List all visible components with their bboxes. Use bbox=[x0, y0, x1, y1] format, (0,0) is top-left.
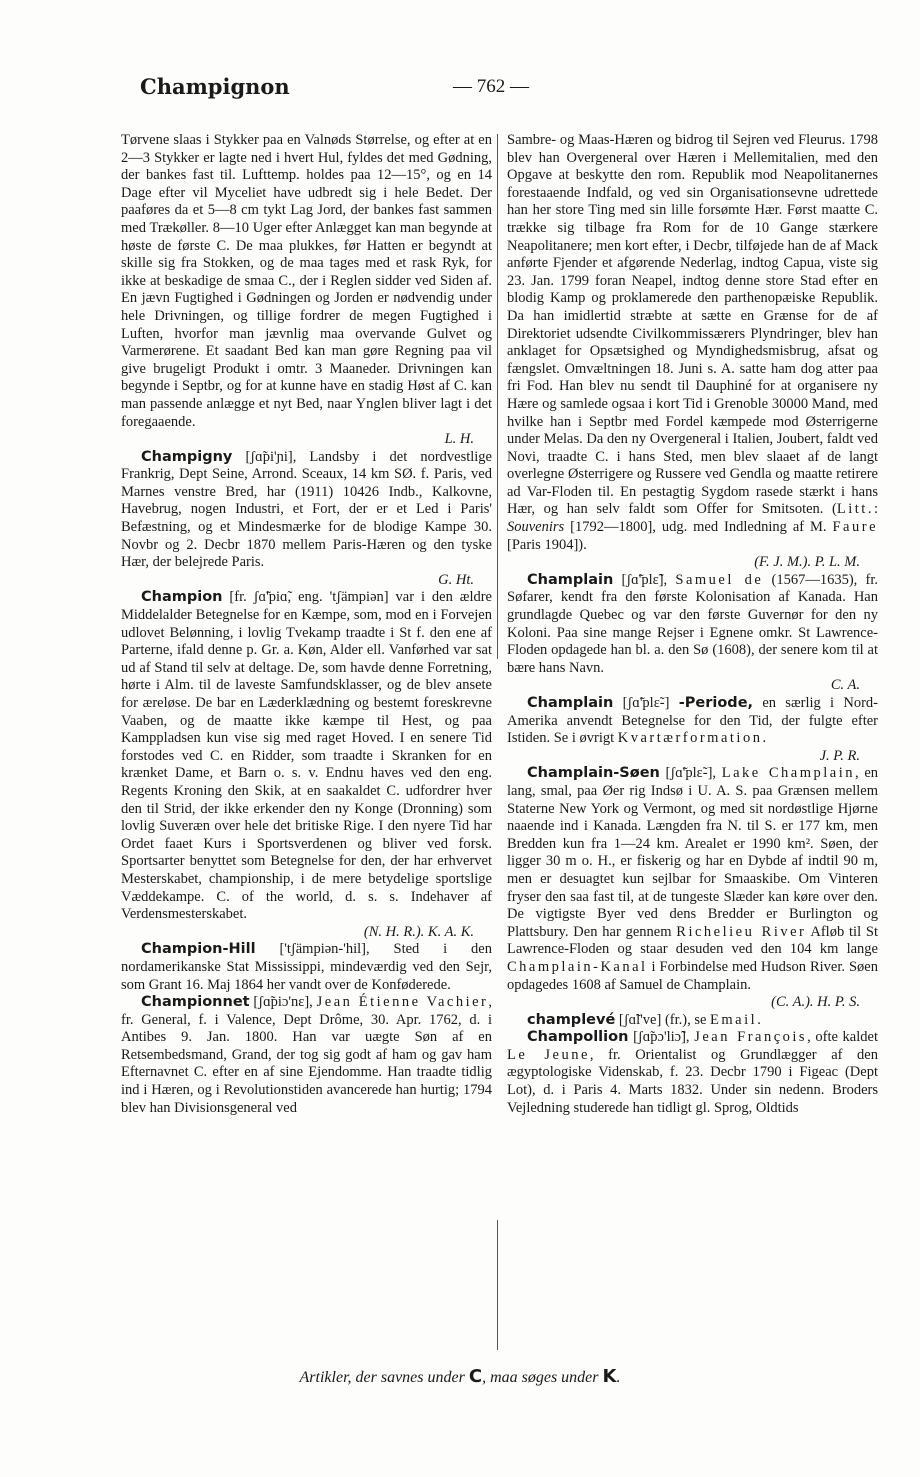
entry-champigny: Champigny [ʃɑ̃pi'ɲi], Landsby i det nordvestlige Frankrig, Dept Seine, Arrond. Sceaux, 14 km SØ. f. Paris, ved Marnes venstre Bred, har (1911) 10426 Indb., Kalkovne, Havebrug, nogen Industri, et Fort, der er et Led i Paris' Befæstning, og et Mindesmærke for de blodige Kampe 30. Novbr og 2. Decbr 1870 mellem Paris-Hæren og den tyske Hær, der belejrede Paris. G. Ht. bbox=[121, 448, 492, 588]
running-header bbox=[140, 74, 885, 104]
entry-headword: Champion-Hill bbox=[141, 941, 256, 958]
entry-championnet: Championnet [ʃɑ̃piɔ'nɛ], Jean Étienne Vachier, fr. General, f. i Valence, Dept Drôme, 30. Apr. 1762, d. i Antibes 9. Jan. 1800. Han var uægte Søn af en Retsembedsmand, Grand, der tog sig godt af ham og gav ham Efternavnet C. efter en af sine Ejendomme. Han traadte tidlig ind i Hæren, og i Revolutionstiden avancerede han hurtig; 1794 blev han Divisionsgeneral ved bbox=[121, 994, 492, 1116]
footer-letter-k: K bbox=[602, 1366, 617, 1387]
entry-headword: Champlain-Søen bbox=[527, 765, 660, 782]
right-column bbox=[507, 132, 878, 1117]
signature: G. Ht. bbox=[438, 571, 474, 588]
entry-champleve: champlevé [ʃɑ̃l've] (fr.), se Email. bbox=[527, 1011, 761, 1028]
entry-champollion: Champollion [ʃɑ̃pɔ'liɔ̃], Jean François, ofte kaldet Le Jeune, fr. Orientalist og Grundlægger af den ægyptologiske Videnskab, f. 23. Decbr 1790 i Figeac (Dept Lot), d. i Paris 4. Marts 1832. Under sin nedenn. Broders Vejledning studerede han tidligt gl. Sprog, Oldtids bbox=[507, 1029, 878, 1116]
footer-letter-c: C bbox=[468, 1366, 483, 1387]
spaced-name: Jean Étienne Vachier bbox=[316, 994, 489, 1011]
entry-champignon-continued: Tørvene slaas i Stykker paa en Valnøds Størrelse, og efter at en 2—3 Stykker er lagte ned i hvert Hul, fyldes det med Gødning, der bankes fast til. Lufttemp. holdes paa 12—15°, og en 14 Dage efter vil Myceliet have udbredt sig i hele Bedet. Der paaføres da et 5—8 cm tykt Lag Jord, der bankes fast sammen med Trækøller. 8—10 Uger efter Anlægget kan man begynde at høste de første C. De maa plukkes, før Hatten er begyndt at skille sig fra Stokken, og de maa tages med et rask Ryk, for ikke at beskadige de smaa C., der i Reglen sidder ved Siden af. En jævn Fugtighed i Gødningen og Jorden er nødvendig under hele Drivningen, og tillige fordrer de megen Fugtighed i Luften, hvorfor man jævnlig maa overvande Gulvet og Varmerørene. Et saadant Bed kan man gøre Regning paa vil give brugeligt Produkt i omtr. 3 Maaneder. Drivningen kan begynde i Septbr, og for at kunne have en stadig Høst af C. kan man passende anlægge et nyt Bed, naar Ynglen bliver lagt i det foregaaende. L. H. bbox=[121, 132, 492, 448]
signature: (C. A.). H. P. S. bbox=[771, 994, 860, 1011]
entry-headword: Champollion bbox=[527, 1029, 629, 1046]
spaced-name: Lake Champlain bbox=[721, 765, 856, 782]
entry-headword: Champigny bbox=[141, 448, 233, 465]
header-headword: Champignon bbox=[140, 74, 290, 99]
cross-reference: Email bbox=[710, 1011, 758, 1028]
page-number: — 762 — bbox=[453, 76, 529, 97]
page-footer-note: Artikler, der savnes under C, maa søges under K. bbox=[299, 1366, 621, 1387]
pronunciation: ['tʃämpiən-'hil], bbox=[255, 941, 394, 958]
pronunciation: [fr. ʃɑ̃'piɑ̃, eng. 'tʃämpiən] bbox=[222, 589, 396, 606]
pronunciation: [ʃɑ̃piɔ'nɛ], bbox=[249, 994, 317, 1011]
literature-label: Litt. bbox=[836, 501, 874, 518]
cross-reference: Kvartærformation bbox=[617, 730, 763, 747]
signature: (N. H. R.). K. A. K. bbox=[363, 923, 474, 940]
pronunciation: [ʃɑ̃'plɛ̃-], bbox=[659, 765, 722, 782]
literature-title: Souvenirs bbox=[507, 519, 565, 536]
spaced-name: Jean François bbox=[694, 1029, 808, 1046]
entry-headword: champlevé bbox=[527, 1011, 616, 1028]
spaced-name: Richelieu River bbox=[676, 923, 807, 940]
entry-champion-hill: Champion-Hill ['tʃämpiən-'hil], Sted i den nordamerikanske Stat Mississippi, mindeværdig ved den Sejr, som Grant 16. Maj 1864 her vandt over de Konføderede. bbox=[121, 941, 492, 993]
pronunciation: [ʃɑ̃l've] bbox=[615, 1011, 665, 1028]
entry-headword: Champion bbox=[141, 589, 223, 606]
column-divider-lower bbox=[497, 1220, 498, 1350]
signature: L. H. bbox=[444, 431, 474, 448]
entry-champlain-soen: Champlain-Søen [ʃɑ̃'plɛ̃-], Lake Champlain, en lang, smal, paa Øer rig Indsø i U. A. S. paa Grænsen mellem Staterne New York og Vermont, og med sit nordøstlige Hjørne naaende ind i Kanada. Længden fra N. til S. er 177 km, men Bredden kun fra 1—24 km. Arealet er 1990 km². Søen, der ligger 30 m o. H., er fiskerig og har en Dybde af indtil 90 m, men er desuagtet kun sejlbar for Smaaskibe. Om Vinteren fryser den saa fast til, at de tungeste Slæder kan køre over den. De vigtigste Byer ved dens Bredder er Burlington og Plattsbury. Den har gennem Richelieu River Afløb til St Lawrence-Floden og staar desuden ved den 104 km lange Champlain-Kanal i Forbindelse med Hudson River. Søen opdagedes 1608 af Samuel de Champlain. (C. A.). H. P. S. bbox=[507, 765, 878, 1011]
signature: (F. J. M.). P. L. M. bbox=[754, 554, 860, 571]
spaced-name: Samuel de bbox=[675, 571, 764, 588]
pronunciation: [ʃɑ̃pɔ'liɔ̃], bbox=[628, 1029, 695, 1046]
entry-championnet-continued: Sambre- og Maas-Hæren og bidrog til Sejren ved Fleurus. 1798 blev han Overgeneral over Hæren i Mellemitalien, med den Opgave at beskytte den rom. Republik mod Neapolitanernes forestaaende Indfald, og ved sin Organisationsevne udrettede han her store Ting med sin lille forsømte Hær. Først maatte C. trække sig tilbage fra Rom for de 10 Gange stærkere Neapolitanere; men kort efter, i Decbr, tilføjede han de af Mack anførte Fjender et afgørende Nederlag, indtog Capua, viste sig 23. Jan. 1799 foran Neapel, indtog denne store Stad efter en blodig Kamp og proklamerede den parthenopæiske Republik. Da han imidlertid stræbte at sætte en Grænse for de af Direktoriet udsendte Civilkommissærers Plyndringer, blev han anklaget for Opsætsighed og Myndighedsmisbrug, afsat og fængslet. Omvæltningen 18. Juni s. A. satte ham dog atter paa fri Fod. Han blev nu sendt til Dauphiné for at organisere ny Hære og samlede ogsaa i kort Tid i Grenoble 30000 Mand, med hvilke han i Septbr med Fordel kæmpede mod Østerrigerne under Melas. Da den ny Overgeneral i Italien, Joubert, faldt ved Novi, traadte C. i hans Sted, men blev slaaet af de langt overlegne Østerrigere og Russere ved Gendla og maatte retirere ad Var-Floden til. En pestagtig Sygdom rasede stærkt i hans Hær, og han selv faldt som Offer for Smitsoten. (Litt.: Souvenirs [1792—1800], udg. med Indledning af M. Faure [Paris 1904]). (F. J. M.). P. L. M. bbox=[507, 132, 878, 571]
entry-headword: Championnet bbox=[141, 994, 250, 1011]
signature: J. P. R. bbox=[819, 747, 860, 764]
left-column bbox=[121, 132, 492, 1117]
entry-champion: Champion [fr. ʃɑ̃'piɑ̃, eng. 'tʃämpiən] var i den ældre Middelalder Betegnelse for en Kæmpe, som, mod en i Forvejen udlovet Belønning, i lovlig Tvekamp traadte i St f. den ene af Parterne, ifald denne p. Gr. a. Køn, Alder ell. Vanførhed var sat ud af Stand til selv at deltage. De, som havde denne Forretning, hørte i Alm. til de laveste Samfundsklasser, og de blev ansete for æreløse. De bar en Læderklædning og bestemt foreskrevne Vaaben, og de maatte ikke kæmpe til Hest, og paa Kamppladsen kun vise sig med raget Hoved. I en senere Tid forstodes ved C. en Ridder, som traadte i Skranken for en krænket Dame, et Barn o. s. v. Endnu haves ved den eng. Regents Kroning den Skik, at en saakaldet C. udfordrer hver den til Strid, der ikke erkender den ny Konge (Dronning) som lovlig Suveræn over hele det britiske Rige. I den nyere Tid har Ordet faaet Kurs i Sportsverdenen og bliver ved forsk. Sportsarter benyttet som Betegnelse for den, der har erhvervet Mesterskabet, championship, i de mere betydelige sportslige Væddekampe. C. of the world, d. s. s. Indehaver af Verdensmesterskabet. (N. H. R.). K. A. K. bbox=[121, 589, 492, 940]
entry-headword: Champlain bbox=[527, 695, 614, 711]
signature: C. A. bbox=[830, 677, 860, 694]
spaced-name: Champlain-Kanal bbox=[507, 958, 648, 975]
pronunciation: [ʃɑ̃'plɛ̃-] bbox=[613, 695, 679, 711]
entry-champlain: Champlain [ʃɑ̃'plɛ̃], Samuel de (1567—1635), fr. Søfarer, kendt fra den første Kolonisation af Kanada. Han grundlagde Quebec og var den første Guvernør for den ny Koloni. Paa sine mange Rejser i Egnene omkr. St Lawrence-Floden opdagede han bl. a. den Sø (1608), der senere kom til at bære hans Navn. C. A. bbox=[507, 571, 879, 694]
entry-champlain-periode: Champlain [ʃɑ̃'plɛ̃-] -Periode, en særlig i Nord-Amerika anvendt Betegnelse for den Tid, der fulgte efter Istiden. Se i øvrigt Kvartærformation. J. P. R. bbox=[507, 695, 878, 764]
pronunciation: [ʃɑ̃pi'ɲi], bbox=[232, 448, 310, 465]
entry-headword: Champlain bbox=[527, 571, 614, 588]
entry-headword-suffix: -Periode, bbox=[678, 695, 754, 711]
pronunciation: [ʃɑ̃'plɛ̃], bbox=[613, 571, 676, 588]
spaced-name: Le Jeune bbox=[507, 1046, 590, 1063]
column-divider bbox=[497, 134, 498, 659]
literature-author: Faure bbox=[832, 519, 878, 536]
